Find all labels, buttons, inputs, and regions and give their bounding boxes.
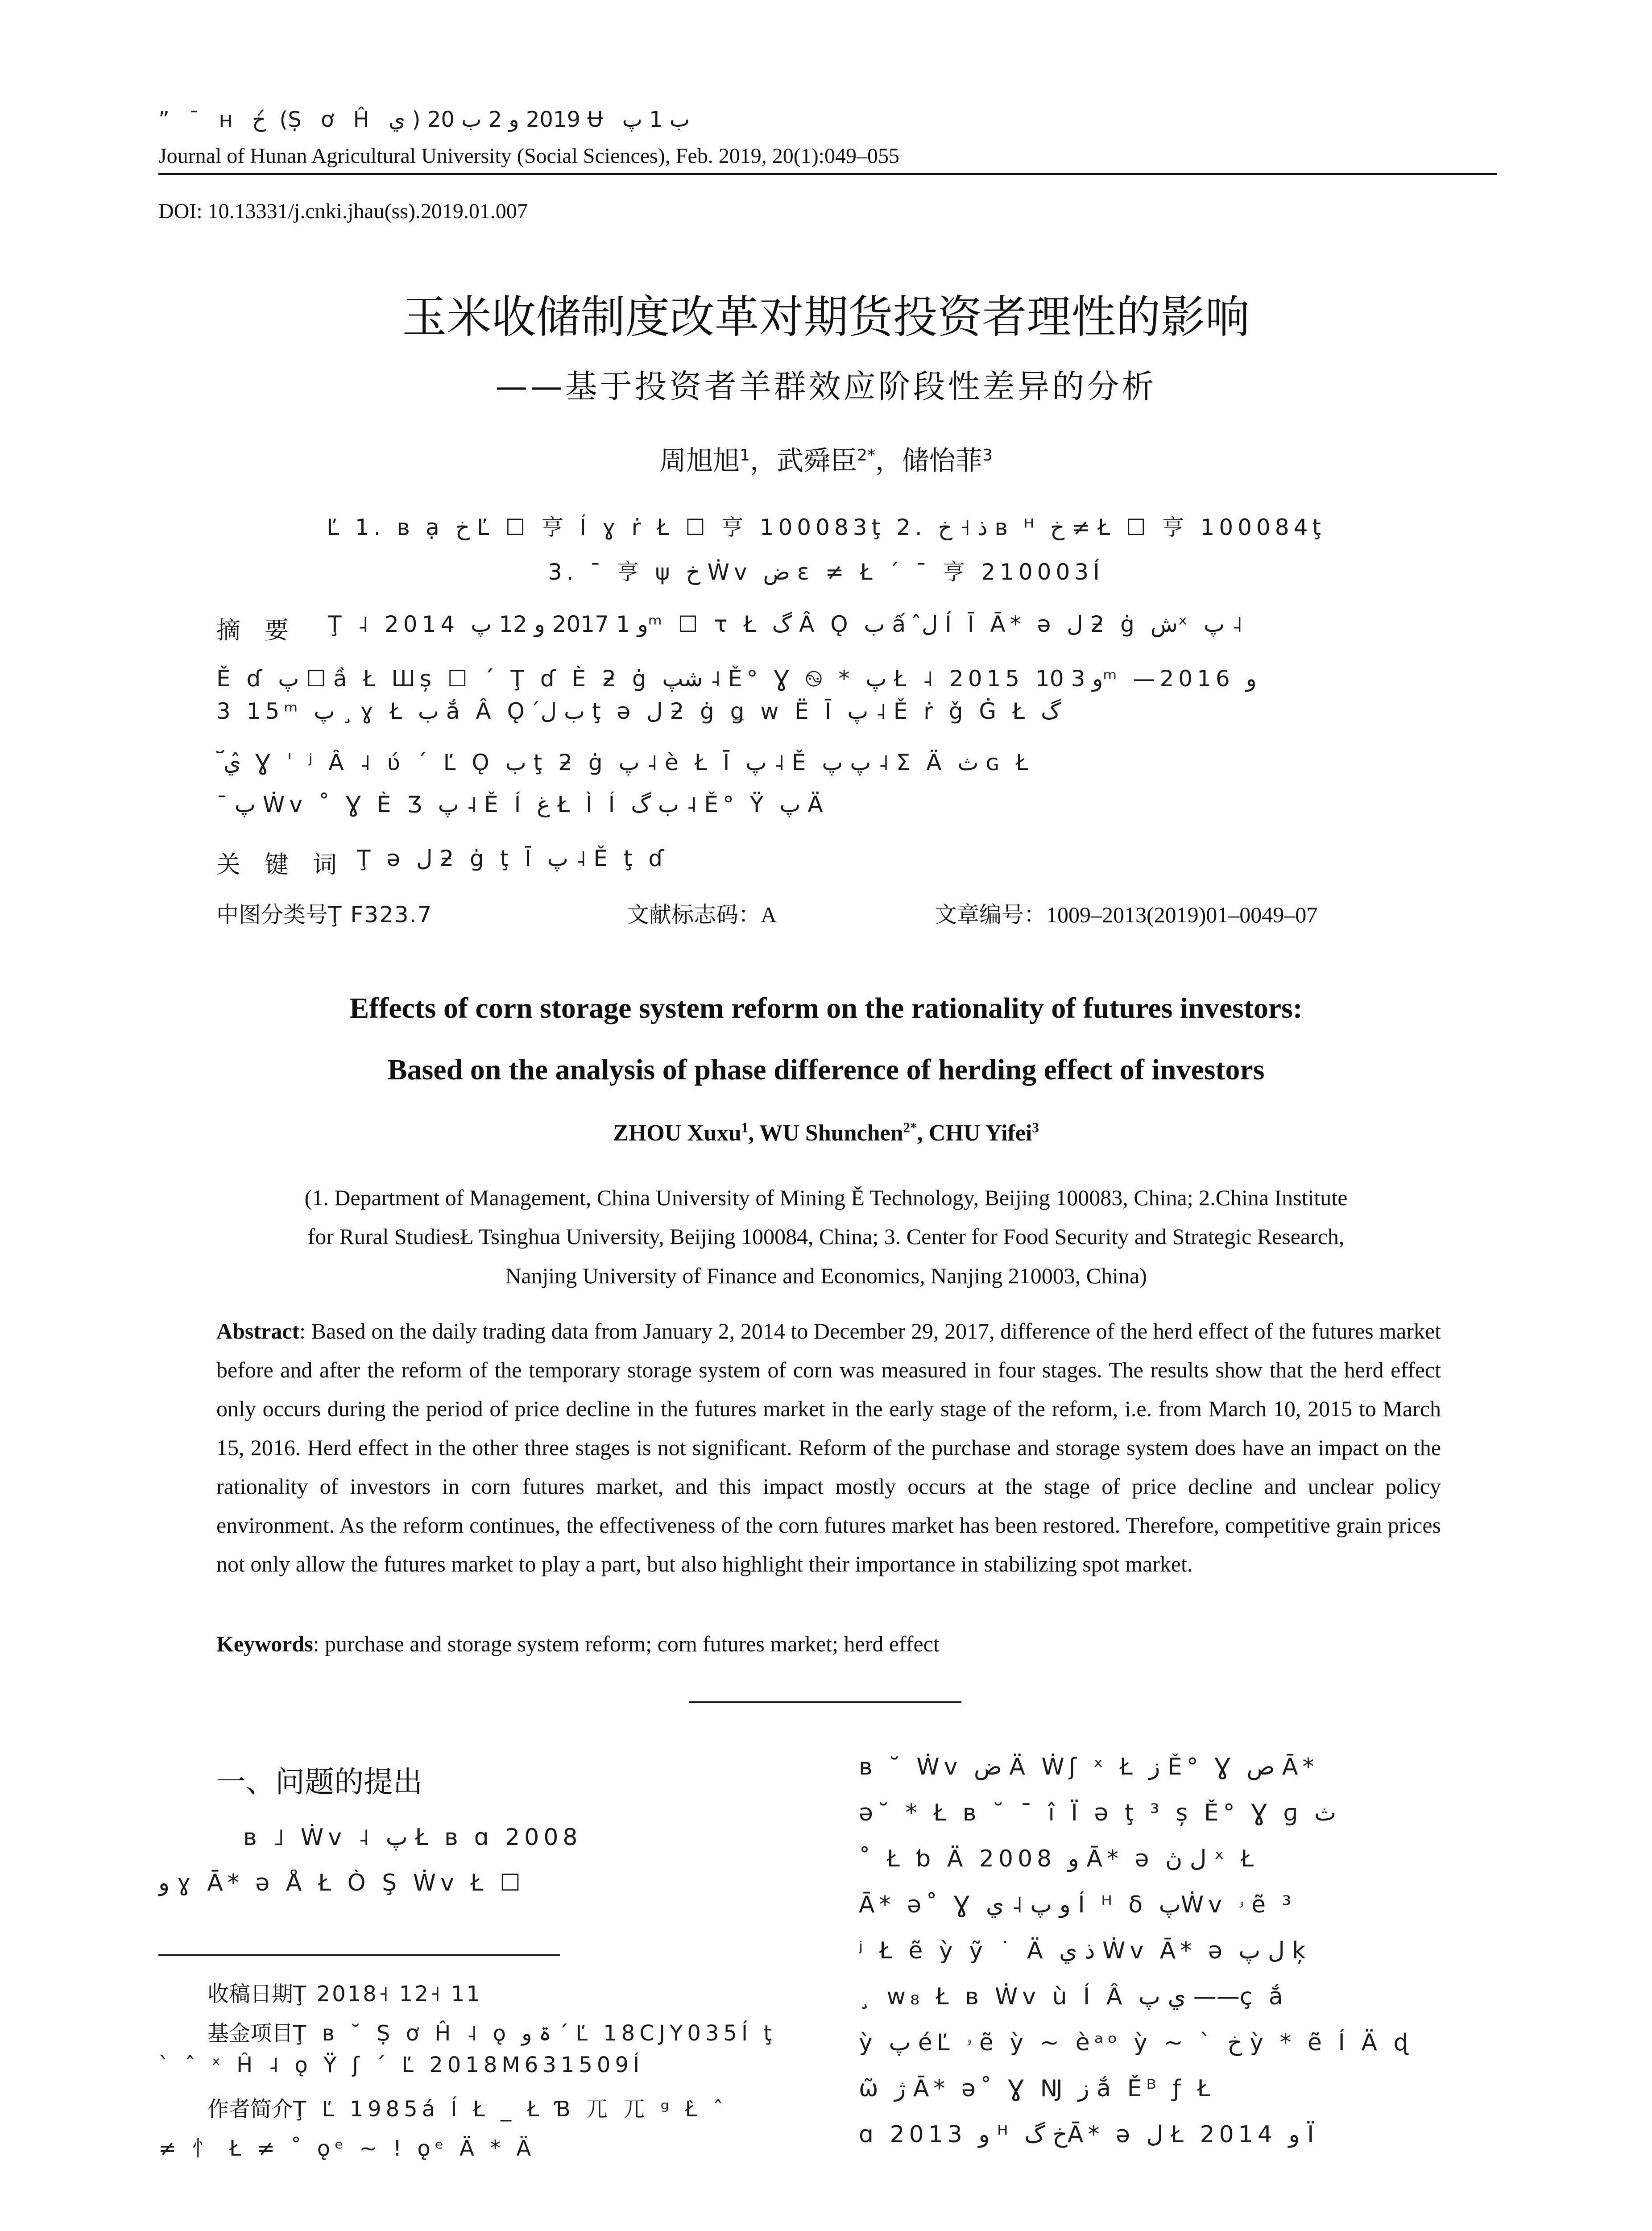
article-no-value: 1009–2013(2019)01–0049–07 — [1046, 902, 1318, 927]
abstract-en-text: : Based on the daily trading data from January 2, 2014 to December 29, 2017, difference of the herd effect of the futures market before and after the reform of the temporary storage system of corn was measured in four stages. The results show that the herd effect only occurs during the period of price decline in the futures market in the early stage of the reform, i.e. from March 10, 2015 to March 15, 2016. Herd effect in the other three stages is not significant. Reform of the purchase and storage system does have an impact on the rationality of investors in corn futures market, and this impact mostly occurs at the stage of price decline and unclear policy environment. As the reform continues, the effectiveness of the corn futures market has been restored. Therefore, competitive grain prices not only allow the futures market to play a part, but also highlight their importance in stabilizing spot market. — [216, 1319, 1441, 1576]
keywords-en — [216, 1631, 940, 1657]
title-en-line2: Based on the analysis of phase difference of herding effect of investors — [387, 1053, 1265, 1086]
abstract-cn-line: Ě ɗ پ ☐ ầ Ł Шș ☐ ´ Ţ ɗ È ƻ ġ شپ ˨ Ě° Ɣ ࿊ * پ Ł ˨ 2015 و 3 10ᵐ —2016 و — [216, 666, 1257, 692]
classification-clc — [216, 897, 432, 929]
author-sep: ， — [875, 445, 902, 477]
left-body-line: ʙ ˩ Ẇv ˨ پ Ł ʙ ɑ 2008 — [243, 1824, 582, 1851]
affiliation-cn-line2: 3. ¯ 亨 ψ خ Ẇv ض ε ≠ Ł ´ ¯ 亨 210003Í — [548, 559, 1104, 585]
author-cn-3: 储怡菲 — [902, 445, 982, 477]
author-cn-2-sup: 2* — [857, 446, 875, 464]
author-en-3-sup: 3 — [1032, 1120, 1039, 1136]
journal-header-garbled: ” ¯ ʜ خ ́ (Ṣ ơ Ĥ ي ) 2019 و 2 ب 20 Ʉ ب 1 پ — [158, 107, 690, 132]
keywords-cn-label: 关 键 词 — [216, 850, 337, 879]
abstract-en-label: Abstract — [216, 1319, 300, 1344]
subtitle-cn: ——基于投资者羊群效应阶段性差异的分析 — [495, 368, 1157, 405]
fund-value: Ţ ʙ ˘ Ṣ ơ Ĥ ˨ ǫ ۃ و ´ Ľ 18CJY035Í ţ — [293, 2021, 777, 2046]
clc-label: 中图分类号 — [216, 902, 328, 928]
classification-doc-code — [627, 897, 777, 929]
footnote-rule — [158, 1954, 560, 1956]
abstract-cn-line: 3 15ᵐ پ ¸ ɣ Ł ب ắ Â Ǫ ب ل́ ţ ə ل ƻ ġ ǥ w Ë Ī پ ˨ Ě ṙ ǧ Ġ Ł گ — [216, 698, 1061, 724]
affiliation-en-line2: for Rural StudiesŁ Tsinghua University, Beijing 100084, China; 3. Center for Food Security and Strategic Research, — [307, 1224, 1345, 1249]
affiliation-en-line3: Nanjing University of Finance and Economics, Nanjing 210003, China) — [505, 1263, 1147, 1288]
abstract-cn-line: ¯ پ Ẇv ˚ Ɣ È Ʒ پ ˨ Ě Í غ Ł Ì Í ب گ ˨ Ě° Ÿ پ Ä — [216, 792, 828, 817]
author-intro-value: Ţ Ľ 1985á Í Ł _ Ł Ɓ ⺎ ⺎ ᵍ Ł̀ ˆ — [293, 2097, 728, 2122]
keywords-cn-text: Ţ ə ل ƻ ġ ţ Ī پ ˨ Ě ţ ɗ — [357, 846, 669, 871]
author-en-2: , WU Shunchen — [748, 1120, 903, 1146]
article-no-label: 文章编号： — [935, 902, 1046, 928]
left-body-line: و ɣ Ā* ə Å Ł Ò Ş Ẇv Ł ☐ — [158, 1870, 525, 1896]
author-sep: ， — [750, 445, 777, 477]
affiliation-en-line1: (1. Department of Management, China University of Mining Ě Technology, Beijing 100083, China; 2.China Institute — [304, 1185, 1348, 1210]
doc-code-value: A — [761, 902, 777, 927]
clc-value: Ţ F323.7 — [328, 902, 433, 928]
right-body-line: ɑ 2013 و ᴴ خ گĀ* ə ل Ł 2014 و Ï — [859, 2121, 1319, 2148]
footnote-received — [207, 1977, 482, 2007]
right-body-line: ʲ Ł ẽ ỳ ỹ ˙ Ä ذ ي Ẇv Ā* ə ل پ ķ — [859, 1937, 1310, 1964]
right-body-line: ¸ w₈ Ł ʙ Ẇv ù Í Â ي پ ——ç ắ — [859, 1983, 1288, 2010]
title-en-line1: Effects of corn storage system reform on the rationality of futures investors: — [349, 992, 1303, 1024]
abstract-cn-line: Ţ ˨ 2014 و 1 2017 و 12 پᵐ ☐ τ Ł گ Â Ǫ ب ấ ل̂ Í Ī Ā* ə ل ƻ ġ شˣ پ ˨ — [328, 611, 1243, 637]
author-cn-3-sup: 3 — [982, 446, 993, 464]
author-en-2-sup: 2* — [903, 1120, 917, 1136]
authors-cn — [0, 440, 1652, 478]
right-body-line: ῶ ژ Ā* ə˚ Ɣ Ǌ ز ắ Ěᴮ ƒ Ł — [859, 2075, 1215, 2102]
right-body-line: ˚ Ł ƅ Ä 2008 و Ā* ə ل ڽ ˣ Ł — [859, 1845, 1258, 1872]
doi: DOI: 10.13331/j.cnki.jhau(ss).2019.01.007 — [158, 199, 528, 223]
authors-en — [0, 1120, 1652, 1146]
title-cn: 玉米收储制度改革对期货投资者理性的影响 — [402, 291, 1250, 343]
right-body-line: ʙ ˘ Ẇv ض Ä Ẇʃ ˣ Ł ز Ě° Ɣ ص Ā* — [859, 1754, 1319, 1780]
footnote-fund-line2: ` ˆ ˣ Ĥ ˨ ǫ Ÿ ʃ ´ Ľ 2018M631509Í — [158, 2053, 644, 2078]
section-separator — [689, 1701, 961, 1703]
doc-code-label: 文献标志码： — [627, 902, 761, 928]
classification-article-no — [935, 897, 1317, 929]
author-en-1-sup: 1 — [741, 1120, 749, 1136]
received-label: 收稿日期 — [207, 1982, 294, 2007]
keywords-en-text: : purchase and storage system reform; corn futures market; herd effect — [313, 1631, 940, 1656]
author-cn-1-sup: 1 — [740, 446, 750, 464]
footnote-author-line2: ≠ ⺖ Ł ≠ ˚ ǫᵉ ~ ! ǫᵉ Ä * Ä — [158, 2136, 536, 2161]
journal-header: Journal of Hunan Agricultural University (Social Sciences), Feb. 2019, 20(1):049–055 — [158, 144, 900, 168]
right-body-line: Ā* ə˚ Ɣ و پ ˨ ي Í ᴴ ẟ پẆv ۥ ẽ ³ — [859, 1891, 1296, 1918]
received-value: Ţ 2018˧ 12˧ 11 — [293, 1982, 482, 2007]
keywords-en-label: Keywords — [216, 1631, 313, 1656]
abstract-cn-label: 摘 要 — [216, 616, 289, 644]
abstract-en — [216, 1312, 1441, 1584]
affiliation-cn-line1: Ľ 1. ʙ ạ خ Ľ ☐ 亨 Í ɣ ṙ Ł ☐ 亨 100083ţ 2. ذ ˧ خ ʙ ᴴ خ ≠ Ł ☐ 亨 100084ţ — [326, 514, 1326, 540]
section-heading: 一、问题的提出 — [216, 1765, 422, 1799]
author-intro-label: 作者简介 — [207, 2097, 294, 2122]
author-en-3: , CHU Yifei — [917, 1120, 1032, 1146]
author-cn-2: 武舜臣 — [777, 445, 857, 477]
header-rule — [158, 173, 1497, 175]
right-body-line: ỳ پ éĽ ۥ ẽ ỳ ~ èᵃᵒ ỳ ~ ˋ خ ỳ * ẽ Í Ä ɖ — [859, 2029, 1413, 2056]
fund-label: 基金项目 — [207, 2021, 294, 2046]
abstract-cn-line: ͠ ي ̂ Ɣ ˈ ʲ Â ˨ ʋ́ ´ Ľ Ǫ ب ţ ƻ ġ پ ˨ è Ł Ī پ ˨ Ě پ پ ˨ Σ Ä ث ɢ Ł — [216, 750, 1033, 775]
author-en-1: ZHOU Xuxu — [613, 1120, 741, 1146]
author-cn-1: 周旭旭 — [659, 445, 740, 477]
right-body-line: ə˘ * Ł ʙ ˘ ¯ î Ï ə ţ ³ ș Ě° Ɣ ɡ ث — [859, 1800, 1336, 1826]
footnote-author — [207, 2092, 805, 2123]
footnote-fund — [207, 2016, 805, 2047]
